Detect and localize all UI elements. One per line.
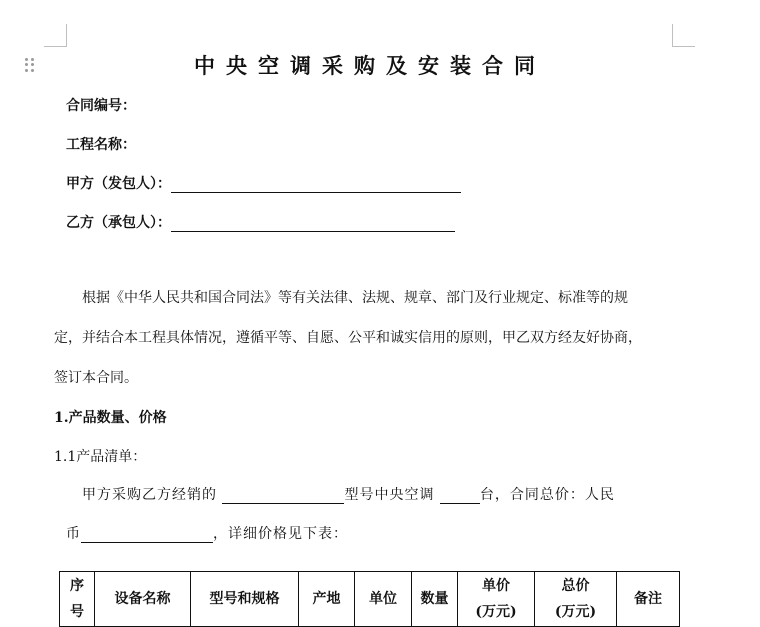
crop-mark-top-right	[672, 24, 695, 47]
crop-mark-top-left	[44, 24, 67, 47]
header-model-spec: 型号和规格	[191, 572, 299, 627]
header-origin: 产地	[299, 572, 355, 627]
unit-price-label: 单价	[482, 578, 510, 594]
quantity-blank[interactable]	[440, 487, 480, 504]
product-table	[59, 571, 680, 627]
dealer-blank[interactable]	[222, 487, 344, 504]
header-quantity: 数量	[412, 572, 458, 627]
intro-line-1-text: 根据《中华人民共和国合同法》等有关法律、法规、规章、部门及行业规定、标准等的规	[82, 290, 628, 306]
total-price-blank[interactable]	[81, 526, 213, 543]
party-a-blank[interactable]	[171, 176, 461, 193]
header-remarks: 备注	[617, 572, 680, 627]
party-a-label: 甲方（发包人）：	[66, 176, 171, 192]
header-device-name: 设备名称	[95, 572, 191, 627]
project-name-label: 工程名称：	[66, 137, 136, 153]
purchase-text-1: 甲方采购乙方经销的	[82, 487, 217, 503]
intro-line-2: 定，并结合本工程具体情况，遵循平等、自愿、公平和诚实信用的原则，甲乙双方经友好协商，	[54, 330, 642, 346]
table-header-row	[60, 572, 680, 627]
party-b-field	[66, 212, 455, 232]
total-price-unit: (万元)	[554, 604, 597, 620]
contract-number-label: 合同编号：	[66, 98, 136, 114]
project-name-field	[66, 134, 136, 154]
purchase-text-2: 型号中央空调	[344, 487, 435, 503]
intro-line-1	[54, 278, 678, 318]
header-unit: 单位	[355, 572, 412, 627]
total-price-label: 总价	[561, 578, 590, 594]
section-1-1-heading: 1.1产品清单：	[54, 449, 147, 465]
purchase-text-4: 币	[66, 526, 81, 542]
party-b-label: 乙方（承包人）：	[66, 215, 171, 231]
unit-price-unit: (万元)	[475, 604, 517, 620]
party-b-blank[interactable]	[171, 215, 455, 232]
contract-number-field	[66, 95, 136, 115]
header-unit-price	[458, 572, 535, 627]
purchase-text-5: ，详细价格见下表：	[213, 526, 348, 542]
header-total-price	[535, 572, 617, 627]
document-title: 中央空调采购及安装合同	[194, 53, 546, 78]
purchase-line-2	[54, 523, 678, 543]
party-a-field	[66, 173, 461, 193]
intro-paragraph	[54, 278, 678, 398]
purchase-text-3: 台，合同总价：人民	[479, 487, 615, 503]
section-1-heading: 1.产品数量、价格	[54, 410, 167, 426]
intro-line-3: 签订本合同。	[54, 370, 138, 386]
purchase-line-1	[54, 484, 678, 504]
header-index: 序号	[60, 572, 95, 627]
